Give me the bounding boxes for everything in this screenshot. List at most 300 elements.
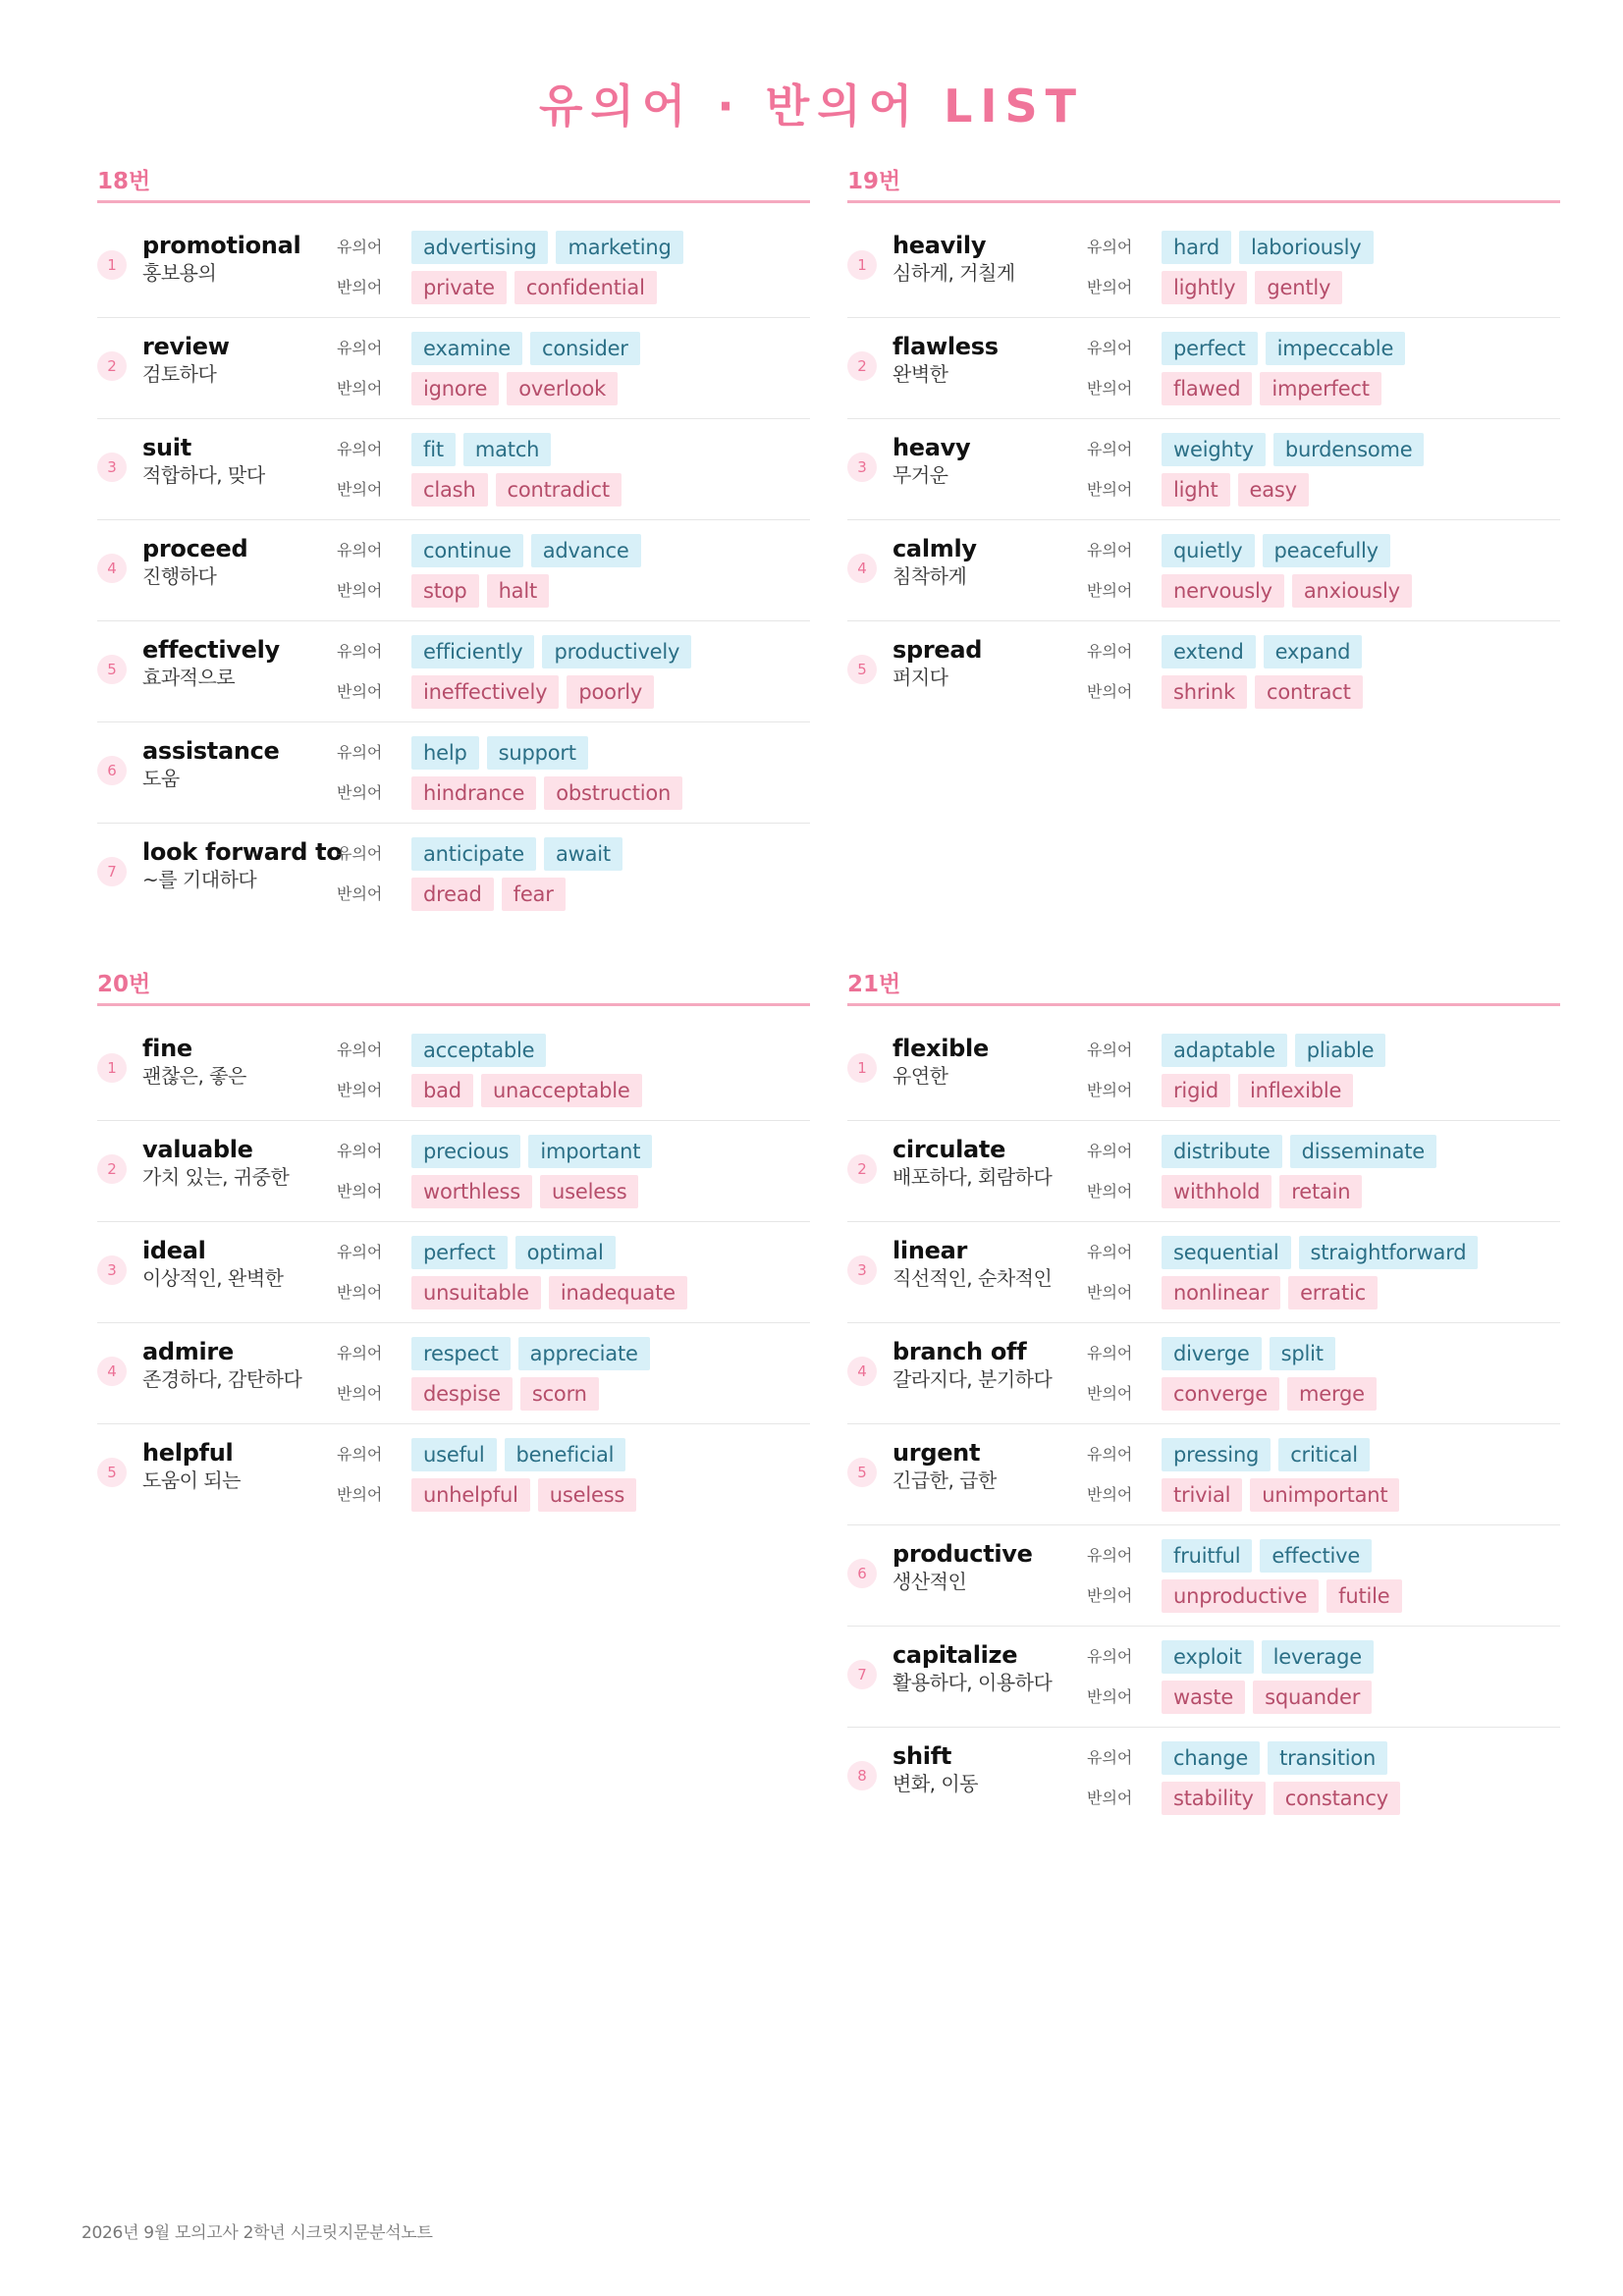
- vocab-entry: [97, 1121, 810, 1222]
- vocab-entry: [97, 318, 810, 419]
- antonym-label: 반의어: [1087, 1384, 1133, 1403]
- antonym-list: [411, 372, 618, 405]
- synonym-tag: consider: [530, 332, 640, 365]
- synonym-tag: marketing: [556, 231, 682, 264]
- antonym-label: 반의어: [1087, 1687, 1133, 1706]
- synonym-list: [411, 534, 641, 567]
- antonym-label: 반의어: [337, 480, 383, 499]
- antonym-list: [411, 675, 654, 709]
- vocab-meaning: 갈라지다, 분기하다: [893, 1367, 1053, 1391]
- vocab-meaning: 완벽한: [893, 362, 948, 386]
- synonym-tag: change: [1162, 1741, 1260, 1775]
- vocab-entry: [847, 1222, 1560, 1323]
- entry-number-badge: 8: [847, 1761, 877, 1790]
- vocab-meaning: 직선적인, 순차적인: [893, 1266, 1053, 1290]
- synonym-label: 유의어: [337, 743, 383, 762]
- antonym-tag: shrink: [1162, 675, 1247, 709]
- vocab-word: branch off: [893, 1338, 1027, 1365]
- synonym-tag: anticipate: [411, 837, 536, 871]
- synonym-tag: adaptable: [1162, 1034, 1287, 1067]
- synonym-tag: examine: [411, 332, 522, 365]
- vocab-meaning: 홍보용의: [142, 261, 217, 285]
- vocab-word: assistance: [142, 737, 280, 765]
- synonym-label: 유의어: [337, 440, 383, 458]
- antonym-tag: converge: [1162, 1377, 1279, 1411]
- entry-number-badge: 2: [847, 1154, 877, 1184]
- antonym-tag: flawed: [1162, 372, 1252, 405]
- synonym-list: [1162, 1236, 1478, 1269]
- antonym-tag: imperfect: [1260, 372, 1380, 405]
- antonym-list: [1162, 1681, 1372, 1714]
- antonym-list: [411, 1478, 636, 1512]
- antonym-label: 반의어: [1087, 1283, 1133, 1302]
- antonym-tag: unimportant: [1250, 1478, 1399, 1512]
- antonym-tag: obstruction: [544, 776, 682, 810]
- synonym-tag: expand: [1264, 635, 1363, 668]
- synonym-label: 유의어: [337, 1243, 383, 1261]
- synonym-tag: acceptable: [411, 1034, 546, 1067]
- synonym-list: [411, 837, 622, 871]
- vocab-entry: [847, 318, 1560, 419]
- vocab-word: review: [142, 333, 230, 360]
- synonym-tag: precious: [411, 1135, 520, 1168]
- synonym-tag: critical: [1278, 1438, 1370, 1471]
- synonym-label: 유의어: [337, 844, 383, 863]
- vocab-meaning: 활용하다, 이용하다: [893, 1671, 1053, 1694]
- synonym-label: 유의어: [337, 642, 383, 661]
- antonym-tag: poorly: [567, 675, 654, 709]
- antonym-tag: unacceptable: [481, 1074, 642, 1107]
- vocab-word: valuable: [142, 1136, 253, 1163]
- antonym-label: 반의어: [337, 379, 383, 398]
- entry-number-badge: 5: [847, 1458, 877, 1487]
- vocab-meaning: 존경하다, 감탄하다: [142, 1367, 302, 1391]
- antonym-tag: gently: [1255, 271, 1342, 304]
- entry-number-badge: 3: [97, 453, 127, 482]
- antonym-label: 반의어: [1087, 1182, 1133, 1201]
- entry-number-badge: 3: [97, 1255, 127, 1285]
- synonym-tag: beneficial: [505, 1438, 626, 1471]
- antonym-tag: worthless: [411, 1175, 532, 1208]
- antonym-tag: fear: [502, 878, 566, 911]
- antonym-list: [1162, 372, 1381, 405]
- synonym-tag: leverage: [1262, 1640, 1374, 1674]
- synonym-label: 유의어: [1087, 238, 1133, 256]
- antonym-tag: waste: [1162, 1681, 1245, 1714]
- vocab-word: linear: [893, 1237, 968, 1264]
- synonym-list: [1162, 1034, 1385, 1067]
- vocab-word: heavy: [893, 434, 971, 461]
- antonym-list: [1162, 271, 1342, 304]
- vocab-word: suit: [142, 434, 191, 461]
- antonym-tag: rigid: [1162, 1074, 1230, 1107]
- entry-number-badge: 1: [97, 250, 127, 280]
- antonym-label: 반의어: [337, 682, 383, 701]
- synonym-label: 유의어: [1087, 339, 1133, 357]
- antonym-tag: dread: [411, 878, 494, 911]
- vocab-entry: [97, 1020, 810, 1121]
- antonym-list: [1162, 473, 1309, 507]
- vocab-meaning: 퍼지다: [893, 666, 948, 689]
- entry-number-badge: 2: [97, 1154, 127, 1184]
- synonym-label: 유의어: [1087, 1041, 1133, 1059]
- entry-number-badge: 1: [847, 1053, 877, 1083]
- antonym-tag: bad: [411, 1074, 473, 1107]
- antonym-list: [1162, 1074, 1353, 1107]
- vocab-entry: [97, 217, 810, 318]
- section-divider: [97, 200, 810, 203]
- section-title: 21번: [847, 972, 901, 997]
- section-20: [97, 966, 810, 1525]
- synonym-tag: effective: [1260, 1539, 1372, 1573]
- synonym-tag: fit: [411, 433, 456, 466]
- entry-number-badge: 6: [847, 1559, 877, 1588]
- synonym-tag: advance: [531, 534, 641, 567]
- synonym-list: [1162, 332, 1405, 365]
- synonym-label: 유의어: [1087, 440, 1133, 458]
- vocab-word: look forward to: [142, 838, 343, 866]
- antonym-label: 반의어: [1087, 278, 1133, 296]
- vocab-word: productive: [893, 1540, 1033, 1568]
- synonym-tag: straightforward: [1299, 1236, 1479, 1269]
- vocab-entry: [97, 1323, 810, 1424]
- synonym-tag: appreciate: [518, 1337, 650, 1370]
- synonym-label: 유의어: [1087, 1344, 1133, 1362]
- antonym-tag: halt: [487, 574, 549, 608]
- antonym-tag: stability: [1162, 1782, 1266, 1815]
- synonym-list: [411, 433, 551, 466]
- antonym-label: 반의어: [1087, 581, 1133, 600]
- entry-number-badge: 4: [847, 1357, 877, 1386]
- synonym-list: [1162, 231, 1374, 264]
- synonym-tag: perfect: [411, 1236, 508, 1269]
- vocab-meaning: 무거운: [893, 463, 948, 487]
- antonym-tag: unproductive: [1162, 1579, 1319, 1613]
- synonym-tag: perfect: [1162, 332, 1258, 365]
- synonym-label: 유의어: [1087, 1748, 1133, 1767]
- antonym-tag: contract: [1255, 675, 1363, 709]
- synonym-label: 유의어: [1087, 1142, 1133, 1160]
- vocab-word: effectively: [142, 636, 280, 664]
- section-divider: [847, 200, 1560, 203]
- vocab-meaning: 생산적인: [893, 1570, 967, 1593]
- synonym-list: [411, 1236, 616, 1269]
- section-title: 18번: [97, 169, 151, 194]
- synonym-tag: support: [487, 736, 588, 770]
- entry-number-badge: 5: [97, 1458, 127, 1487]
- antonym-label: 반의어: [337, 1081, 383, 1099]
- antonym-list: [411, 271, 657, 304]
- vocab-word: shift: [893, 1742, 952, 1770]
- vocab-meaning: 검토하다: [142, 362, 217, 386]
- antonym-tag: inflexible: [1238, 1074, 1353, 1107]
- synonym-list: [411, 231, 683, 264]
- entry-number-badge: 2: [97, 351, 127, 381]
- entry-number-badge: 6: [97, 756, 127, 785]
- entry-number-badge: 7: [97, 857, 127, 886]
- vocab-meaning: 가치 있는, 귀중한: [142, 1165, 290, 1189]
- entry-number-badge: 5: [97, 655, 127, 684]
- vocab-entry: [97, 1424, 810, 1525]
- synonym-label: 유의어: [337, 339, 383, 357]
- synonym-tag: help: [411, 736, 479, 770]
- synonym-tag: sequential: [1162, 1236, 1291, 1269]
- vocab-word: spread: [893, 636, 983, 664]
- vocab-word: circulate: [893, 1136, 1006, 1163]
- synonym-list: [1162, 635, 1362, 668]
- antonym-tag: light: [1162, 473, 1230, 507]
- synonym-tag: respect: [411, 1337, 511, 1370]
- antonym-tag: despise: [411, 1377, 513, 1411]
- vocab-entry: [847, 621, 1560, 722]
- antonym-list: [1162, 1175, 1362, 1208]
- synonym-tag: quietly: [1162, 534, 1255, 567]
- antonym-tag: withhold: [1162, 1175, 1271, 1208]
- synonym-tag: burdensome: [1273, 433, 1425, 466]
- synonym-tag: match: [463, 433, 551, 466]
- entry-number-badge: 4: [847, 554, 877, 583]
- antonym-tag: overlook: [507, 372, 618, 405]
- synonym-label: 유의어: [337, 238, 383, 256]
- vocab-meaning: 괜찮은, 좋은: [142, 1064, 246, 1088]
- synonym-label: 유의어: [337, 1142, 383, 1160]
- synonym-label: 유의어: [1087, 1445, 1133, 1464]
- antonym-label: 반의어: [1087, 1586, 1133, 1605]
- antonym-tag: useless: [540, 1175, 638, 1208]
- synonym-list: [411, 635, 691, 668]
- antonym-label: 반의어: [337, 278, 383, 296]
- synonym-tag: peacefully: [1263, 534, 1390, 567]
- antonym-list: [1162, 1276, 1378, 1309]
- synonym-tag: continue: [411, 534, 523, 567]
- vocab-meaning: 이상적인, 완벽한: [142, 1266, 284, 1290]
- entry-number-badge: 2: [847, 351, 877, 381]
- vocab-meaning: 변화, 이동: [893, 1772, 978, 1795]
- synonym-list: [1162, 1337, 1335, 1370]
- vocab-meaning: 침착하게: [893, 564, 967, 588]
- antonym-tag: futile: [1326, 1579, 1401, 1613]
- antonym-list: [1162, 1478, 1399, 1512]
- synonym-list: [1162, 1741, 1387, 1775]
- synonym-tag: fruitful: [1162, 1539, 1252, 1573]
- antonym-tag: merge: [1287, 1377, 1377, 1411]
- antonym-label: 반의어: [337, 1283, 383, 1302]
- vocab-entry: [97, 824, 810, 925]
- antonym-tag: scorn: [520, 1377, 599, 1411]
- vocab-word: admire: [142, 1338, 234, 1365]
- antonym-tag: easy: [1238, 473, 1309, 507]
- vocab-entry: [847, 217, 1560, 318]
- section-title: 20번: [97, 972, 151, 997]
- vocab-meaning: 도움: [142, 767, 180, 790]
- synonym-label: 유의어: [1087, 541, 1133, 560]
- vocab-word: capitalize: [893, 1641, 1018, 1669]
- synonym-tag: hard: [1162, 231, 1231, 264]
- synonym-list: [411, 1337, 650, 1370]
- vocab-meaning: ~를 기대하다: [142, 868, 257, 891]
- synonym-tag: efficiently: [411, 635, 534, 668]
- synonym-label: 유의어: [1087, 642, 1133, 661]
- synonym-list: [1162, 1539, 1372, 1573]
- synonym-tag: pliable: [1295, 1034, 1386, 1067]
- synonym-label: 유의어: [1087, 1647, 1133, 1666]
- synonym-list: [411, 332, 640, 365]
- synonym-tag: split: [1270, 1337, 1335, 1370]
- synonym-tag: disseminate: [1290, 1135, 1436, 1168]
- synonym-tag: exploit: [1162, 1640, 1254, 1674]
- synonym-tag: impeccable: [1266, 332, 1406, 365]
- synonym-label: 유의어: [337, 1344, 383, 1362]
- antonym-label: 반의어: [337, 581, 383, 600]
- entry-number-badge: 4: [97, 1357, 127, 1386]
- antonym-label: 반의어: [337, 783, 383, 802]
- antonym-tag: confidential: [514, 271, 657, 304]
- entry-number-badge: 1: [847, 250, 877, 280]
- synonym-label: 유의어: [337, 1445, 383, 1464]
- vocab-word: calmly: [893, 535, 977, 562]
- vocab-word: helpful: [142, 1439, 234, 1467]
- section-title: 19번: [847, 169, 901, 194]
- vocab-meaning: 도움이 되는: [142, 1468, 241, 1492]
- section-divider: [847, 1003, 1560, 1006]
- vocab-entry: [847, 1424, 1560, 1525]
- synonym-tag: await: [544, 837, 622, 871]
- vocab-entry: [97, 1222, 810, 1323]
- synonym-label: 유의어: [337, 541, 383, 560]
- section-19: [847, 163, 1560, 722]
- antonym-list: [411, 473, 622, 507]
- synonym-tag: extend: [1162, 635, 1256, 668]
- antonym-tag: ineffectively: [411, 675, 559, 709]
- antonym-tag: retain: [1279, 1175, 1362, 1208]
- antonym-list: [1162, 1579, 1402, 1613]
- vocab-meaning: 효과적으로: [142, 666, 236, 689]
- synonym-list: [411, 1135, 652, 1168]
- entry-number-badge: 3: [847, 1255, 877, 1285]
- antonym-list: [1162, 1782, 1400, 1815]
- antonym-label: 반의어: [337, 1182, 383, 1201]
- synonym-tag: weighty: [1162, 433, 1266, 466]
- entry-number-badge: 3: [847, 453, 877, 482]
- synonym-tag: transition: [1268, 1741, 1387, 1775]
- antonym-tag: hindrance: [411, 776, 536, 810]
- antonym-list: [411, 1074, 642, 1107]
- vocab-word: promotional: [142, 232, 301, 259]
- antonym-label: 반의어: [1087, 1789, 1133, 1807]
- section-18: [97, 163, 810, 925]
- vocab-entry: [97, 520, 810, 621]
- entry-number-badge: 4: [97, 554, 127, 583]
- entry-number-badge: 1: [97, 1053, 127, 1083]
- antonym-tag: constancy: [1273, 1782, 1400, 1815]
- synonym-tag: optimal: [515, 1236, 616, 1269]
- antonym-list: [1162, 1377, 1377, 1411]
- vocab-entry: [847, 520, 1560, 621]
- antonym-tag: stop: [411, 574, 479, 608]
- antonym-tag: useless: [538, 1478, 636, 1512]
- antonym-tag: clash: [411, 473, 488, 507]
- antonym-label: 반의어: [1087, 682, 1133, 701]
- antonym-list: [411, 878, 566, 911]
- vocab-word: fine: [142, 1035, 192, 1062]
- vocab-entry: [847, 1525, 1560, 1627]
- antonym-tag: anxiously: [1292, 574, 1412, 608]
- vocab-entry: [847, 1121, 1560, 1222]
- synonym-label: 유의어: [1087, 1243, 1133, 1261]
- synonym-list: [411, 1034, 546, 1067]
- antonym-label: 반의어: [337, 1485, 383, 1504]
- footer-text: 2026년 9월 모의고사 2학년 시크릿지문분석노트: [81, 2223, 433, 2243]
- vocab-meaning: 심하게, 거칠게: [893, 261, 1015, 285]
- entry-number-badge: 5: [847, 655, 877, 684]
- vocab-word: urgent: [893, 1439, 981, 1467]
- synonym-tag: advertising: [411, 231, 548, 264]
- synonym-tag: pressing: [1162, 1438, 1271, 1471]
- section-21: [847, 966, 1560, 1829]
- synonym-list: [1162, 1640, 1374, 1674]
- synonym-tag: diverge: [1162, 1337, 1262, 1370]
- vocab-meaning: 긴급한, 급한: [893, 1468, 997, 1492]
- antonym-tag: nervously: [1162, 574, 1284, 608]
- antonym-tag: ignore: [411, 372, 499, 405]
- vocab-word: heavily: [893, 232, 987, 259]
- vocab-word: flawless: [893, 333, 999, 360]
- vocab-entry: [847, 1323, 1560, 1424]
- antonym-label: 반의어: [337, 884, 383, 903]
- antonym-label: 반의어: [1087, 379, 1133, 398]
- antonym-tag: lightly: [1162, 271, 1247, 304]
- synonym-tag: productively: [542, 635, 691, 668]
- antonym-tag: contradict: [496, 473, 622, 507]
- vocab-word: flexible: [893, 1035, 989, 1062]
- antonym-list: [411, 1276, 687, 1309]
- antonym-tag: unhelpful: [411, 1478, 530, 1512]
- antonym-list: [411, 1175, 638, 1208]
- entry-number-badge: 7: [847, 1660, 877, 1689]
- antonym-list: [1162, 675, 1363, 709]
- antonym-tag: erratic: [1288, 1276, 1378, 1309]
- vocab-meaning: 유연한: [893, 1064, 948, 1088]
- vocab-word: ideal: [142, 1237, 206, 1264]
- antonym-tag: nonlinear: [1162, 1276, 1280, 1309]
- vocab-entry: [847, 1627, 1560, 1728]
- synonym-tag: useful: [411, 1438, 497, 1471]
- antonym-label: 반의어: [337, 1384, 383, 1403]
- synonym-list: [1162, 433, 1424, 466]
- antonym-label: 반의어: [1087, 1081, 1133, 1099]
- synonym-list: [411, 1438, 625, 1471]
- page-title: 유의어 · 반의어 LIST: [538, 80, 1085, 133]
- vocab-entry: [847, 1020, 1560, 1121]
- antonym-label: 반의어: [1087, 480, 1133, 499]
- synonym-tag: distribute: [1162, 1135, 1282, 1168]
- vocab-meaning: 적합하다, 맞다: [142, 463, 265, 487]
- synonym-tag: laboriously: [1239, 231, 1374, 264]
- vocab-entry: [847, 1728, 1560, 1829]
- antonym-list: [411, 574, 549, 608]
- synonym-tag: important: [528, 1135, 652, 1168]
- antonym-label: 반의어: [1087, 1485, 1133, 1504]
- synonym-list: [1162, 534, 1390, 567]
- vocab-entry: [97, 621, 810, 722]
- antonym-tag: unsuitable: [411, 1276, 541, 1309]
- synonym-list: [1162, 1438, 1370, 1471]
- synonym-label: 유의어: [1087, 1546, 1133, 1565]
- section-divider: [97, 1003, 810, 1006]
- antonym-tag: private: [411, 271, 507, 304]
- antonym-tag: inadequate: [549, 1276, 687, 1309]
- vocab-meaning: 배포하다, 회람하다: [893, 1165, 1053, 1189]
